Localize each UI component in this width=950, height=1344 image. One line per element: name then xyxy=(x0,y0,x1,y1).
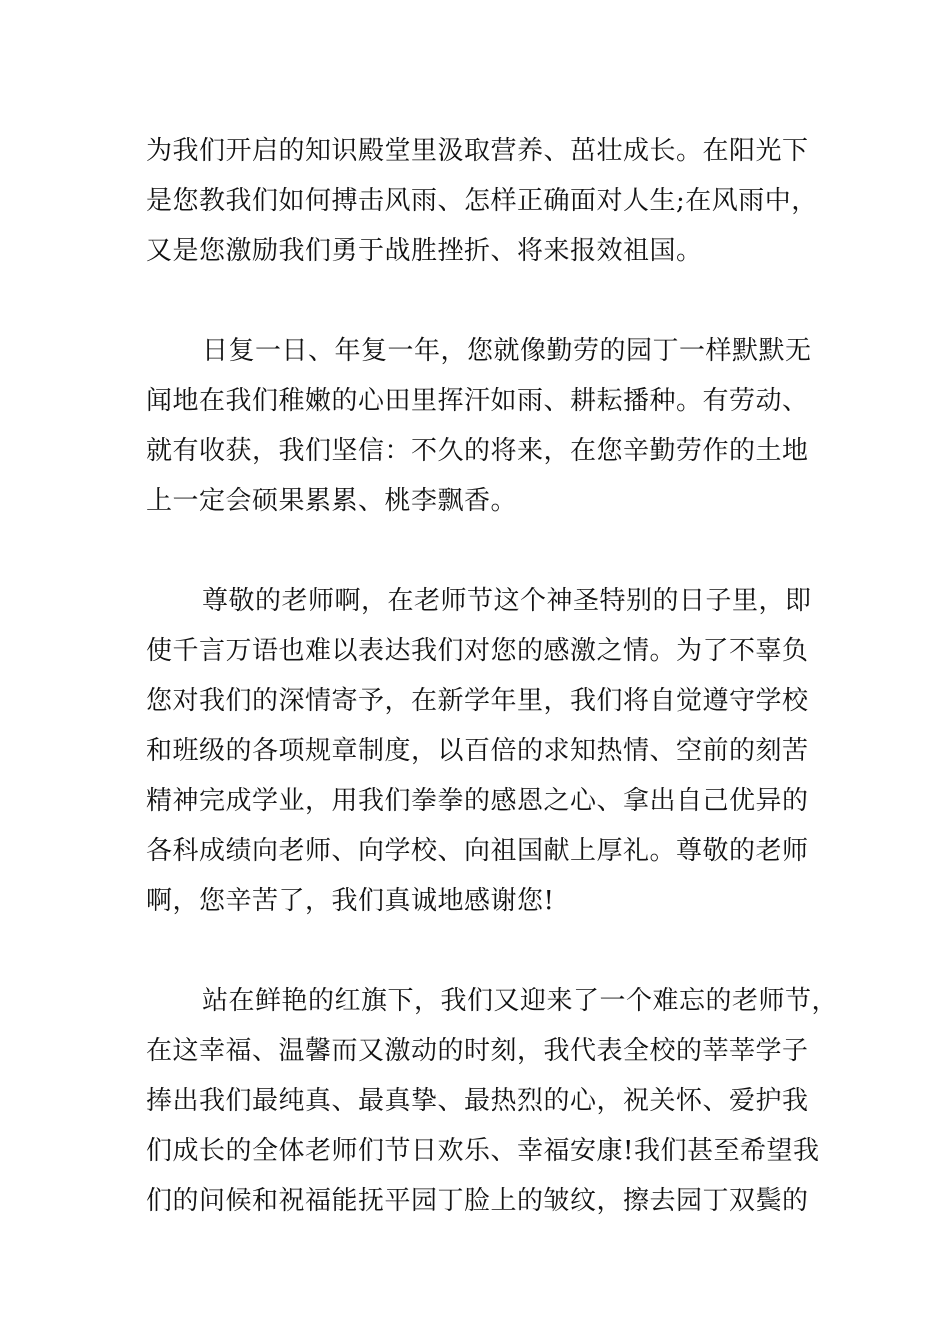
text-line: 们成长的全体老师们节日欢乐、幸福安康!我们甚至希望我 xyxy=(146,1136,820,1166)
paragraph-3 xyxy=(146,576,836,926)
text-line: 尊敬的老师啊，在老师节这个神圣特别的日子里，即 xyxy=(202,586,812,616)
text-line: 们的问候和祝福能抚平园丁脸上的皱纹，擦去园丁双鬓的 xyxy=(146,1186,809,1216)
text-line: 为我们开启的知识殿堂里汲取营养、茁壮成长。在阳光下 xyxy=(146,136,809,166)
paragraph-4 xyxy=(146,976,839,1226)
text-line: 和班级的各项规章制度，以百倍的求知热情、空前的刻苦 xyxy=(146,736,809,766)
text-line: 上一定会硕果累累、桃李飘香。 xyxy=(146,486,518,516)
text-line: 站在鲜艳的红旗下，我们又迎来了一个难忘的老师节， xyxy=(202,986,839,1016)
text-line: 使千言万语也难以表达我们对您的感激之情。为了不辜负 xyxy=(146,636,809,666)
text-line: 是您教我们如何搏击风雨、怎样正确面对人生;在风雨中， xyxy=(146,186,818,216)
text-line: 日复一日、年复一年，您就像勤劳的园丁一样默默无 xyxy=(202,336,812,366)
text-line: 闻地在我们稚嫩的心田里挥汗如雨、耕耘播种。有劳动、 xyxy=(146,386,809,416)
text-line: 捧出我们最纯真、最真挚、最热烈的心，祝关怀、爱护我 xyxy=(146,1086,809,1116)
text-line: 您对我们的深情寄予，在新学年里，我们将自觉遵守学校 xyxy=(146,686,809,716)
paragraph-1 xyxy=(146,126,836,276)
text-line: 各科成绩向老师、向学校、向祖国献上厚礼。尊敬的老师 xyxy=(146,836,809,866)
text-line: 精神完成学业，用我们拳拳的感恩之心、拿出自己优异的 xyxy=(146,786,809,816)
text-line: 就有收获，我们坚信：不久的将来，在您辛勤劳作的土地 xyxy=(146,436,809,466)
text-line: 又是您激励我们勇于战胜挫折、将来报效祖国。 xyxy=(146,236,703,266)
text-line: 啊，您辛苦了，我们真诚地感谢您! xyxy=(146,886,555,916)
text-line: 在这幸福、温馨而又激动的时刻，我代表全校的莘莘学子 xyxy=(146,1036,809,1066)
paragraph-2 xyxy=(146,326,836,526)
